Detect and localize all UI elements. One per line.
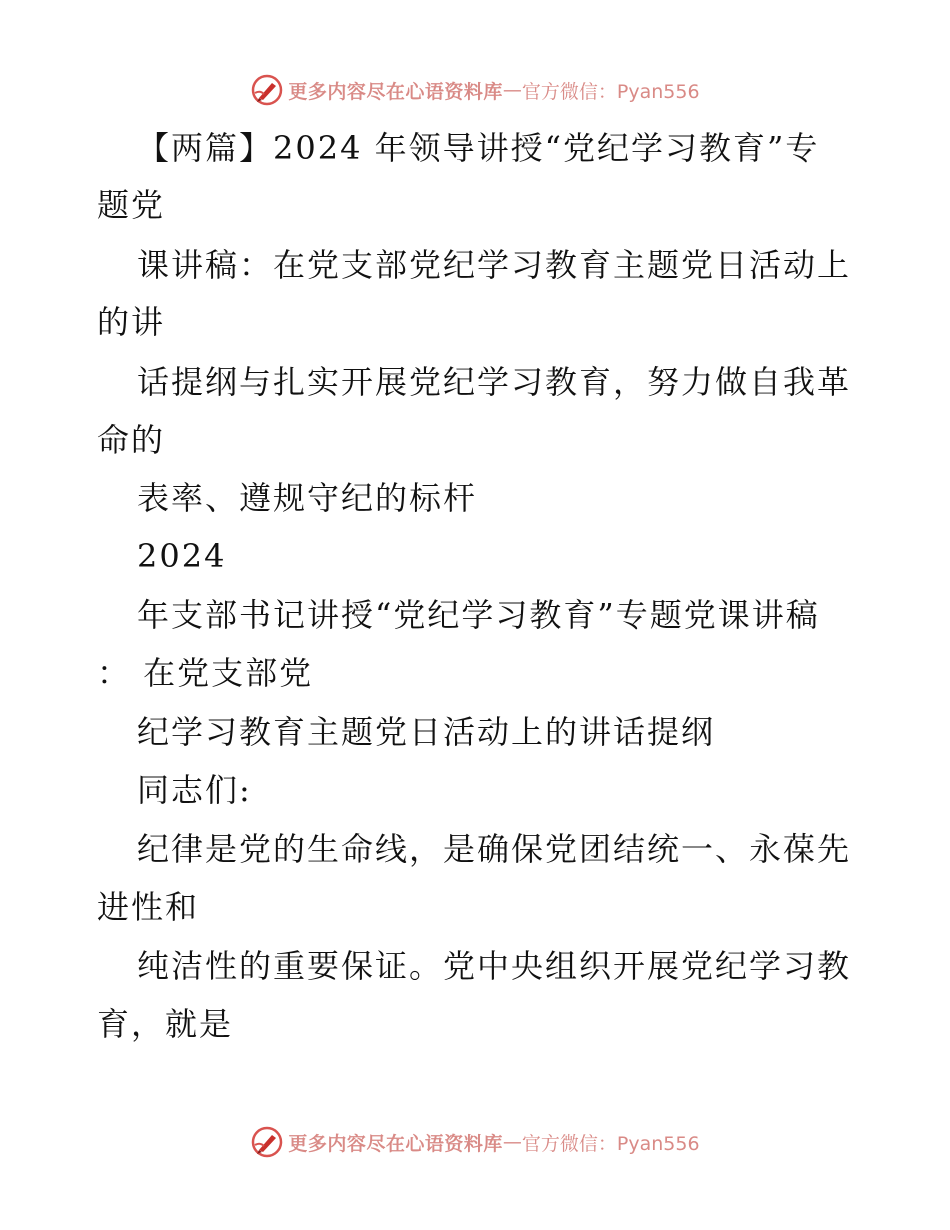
text-line: 课讲稿：在党支部党纪学习教育主题党日活动上 — [137, 246, 852, 284]
text-line: 进性和 — [97, 888, 200, 926]
text-line: 纯洁性的重要保证。党中央组织开展党纪学习教 — [137, 947, 852, 985]
watermark-wechat: 官方微信：Pyan556 — [521, 1132, 700, 1155]
text-line: 命的 — [97, 421, 166, 459]
text-line: ： 在党支部党 — [97, 654, 314, 692]
watermark-separator: — — [502, 1131, 522, 1153]
text-line: 年支部书记讲授“党纪学习教育”专题党课讲稿 — [137, 596, 820, 634]
text-line: 题党 — [97, 186, 166, 224]
footer-watermark — [0, 1122, 950, 1162]
text-line: 纪律是党的生命线，是确保党团结统一、永葆先 — [137, 830, 852, 868]
header-watermark — [0, 70, 950, 110]
watermark-separator: — — [502, 79, 522, 101]
text-line: 育，就是 — [97, 1005, 234, 1043]
text-line: 【两篇】2024 年领导讲授“党纪学习教育”专 — [137, 129, 820, 167]
pen-logo-icon — [250, 73, 284, 107]
text-line: 的讲 — [97, 303, 166, 341]
watermark-text: 更多内容尽在心语资料库 — [288, 1132, 503, 1155]
text-line: 话提纲与扎实开展党纪学习教育，努力做自我革 — [137, 363, 852, 401]
watermark-text: 更多内容尽在心语资料库 — [288, 80, 503, 103]
pen-logo-icon — [250, 1125, 284, 1159]
text-line: 2024 — [137, 537, 227, 575]
text-line: 纪学习教育主题党日活动上的讲话提纲 — [137, 713, 716, 751]
watermark-wechat: 官方微信：Pyan556 — [521, 80, 700, 103]
text-line: 表率、遵规守纪的标杆 — [137, 479, 478, 517]
text-line: 同志们: — [137, 771, 252, 809]
